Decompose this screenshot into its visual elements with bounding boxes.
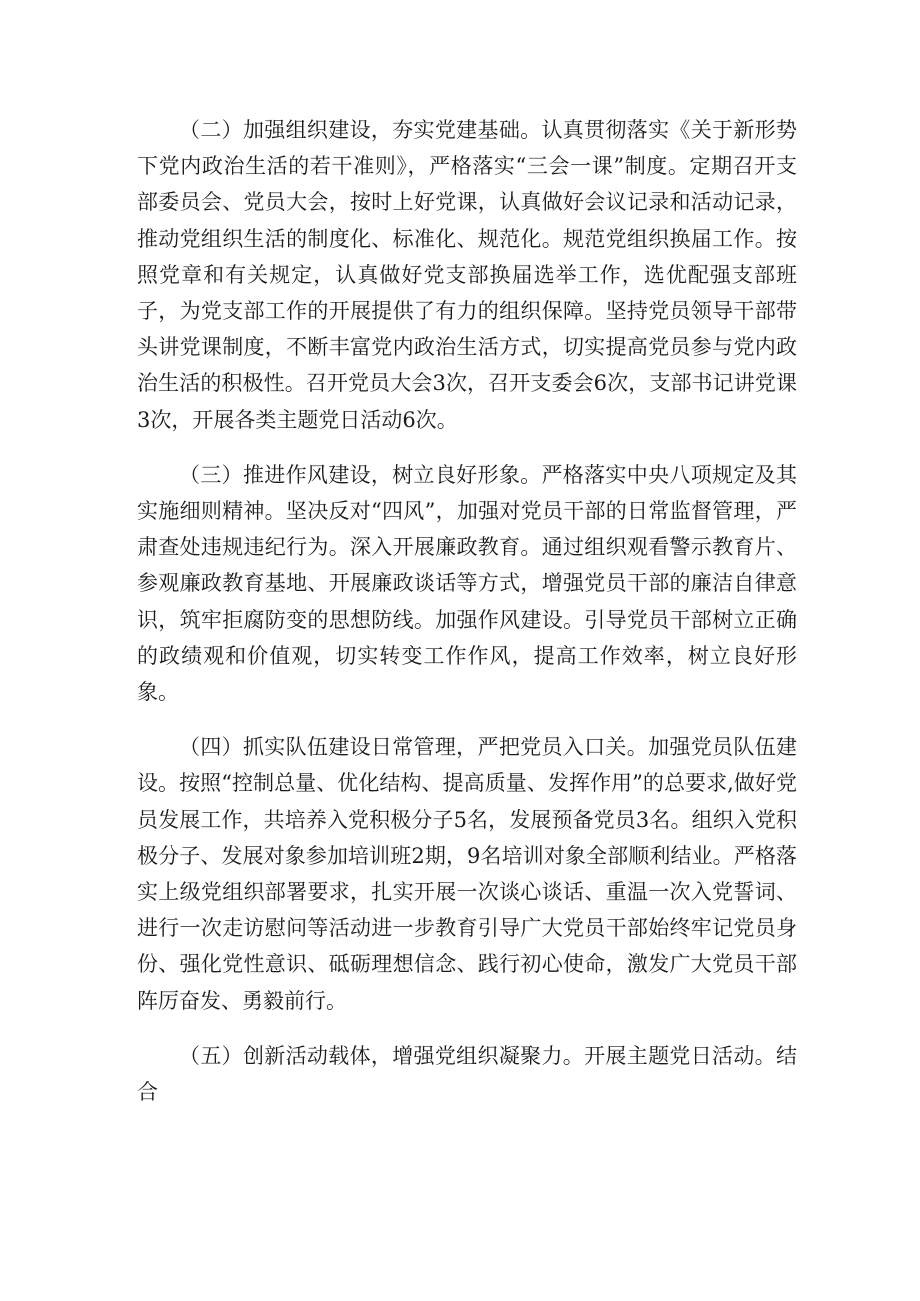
paragraph-organization-building: （二）加强组织建设，夯实党建基础。认真贯彻落实《关于新形势下党内政治生活的若干准则》，严格落实“三会一课”制度。定期召开支部委员会、党员大会，按时上好党课，认真做好会议记录和活动记录，推动党组织生活的制度化、标准化、规范化。规范党组织换届工作。按照党章和有关规定，认真做好党支部换届选举工作，选优配强支部班子，为党支部工作的开展提供了有力的组织保障。坚持党员领导干部带头讲党课制度，不断丰富党内政治生活方式，切实提高党员参与党内政治生活的积极性。召开党员大会3次，召开支委会6次，支部书记讲党课3次，开展各类主题党日活动6次。 bbox=[137, 118, 797, 432]
paragraph-work-style-building: （三）推进作风建设，树立良好形象。严格落实中央八项规定及其实施细则精神。坚决反对“四风”，加强对党员干部的日常监督管理，严肃查处违规违纪行为。深入开展廉政教育。通过组织观看警示教育片、参观廉政教育基地、开展廉政谈话等方式，增强党员干部的廉洁自律意识，筑牢拒腐防变的思想防线。加强作风建设。引导党员干部树立正确的政绩观和价值观，切实转变工作作风，提高工作效率，树立良好形象。 bbox=[137, 462, 797, 705]
paragraph-activity-innovation: （五）创新活动载体，增强党组织凝聚力。开展主题党日活动。结合 bbox=[137, 1043, 797, 1105]
document-body bbox=[137, 112, 797, 1129]
paragraph-team-building: （四）抓实队伍建设日常管理，严把党员入口关。加强党员队伍建设。按照“控制总量、优化结构、提高质量、发挥作用”的总要求,做好党员发展工作，共培养入党积极分子5名，发展预备党员3名。组织入党积极分子、发展对象参加培训班2期，9名培训对象全部顺利结业。严格落实上级党组织部署要求，扎实开展一次谈心谈话、重温一次入党誓词、进行一次走访慰问等活动进一步教育引导广大党员干部始终牢记党员身份、强化党性意识、砥砺理想信念、践行初心使命，激发广大党员干部阵厉奋发、勇毅前行。 bbox=[137, 735, 797, 1013]
